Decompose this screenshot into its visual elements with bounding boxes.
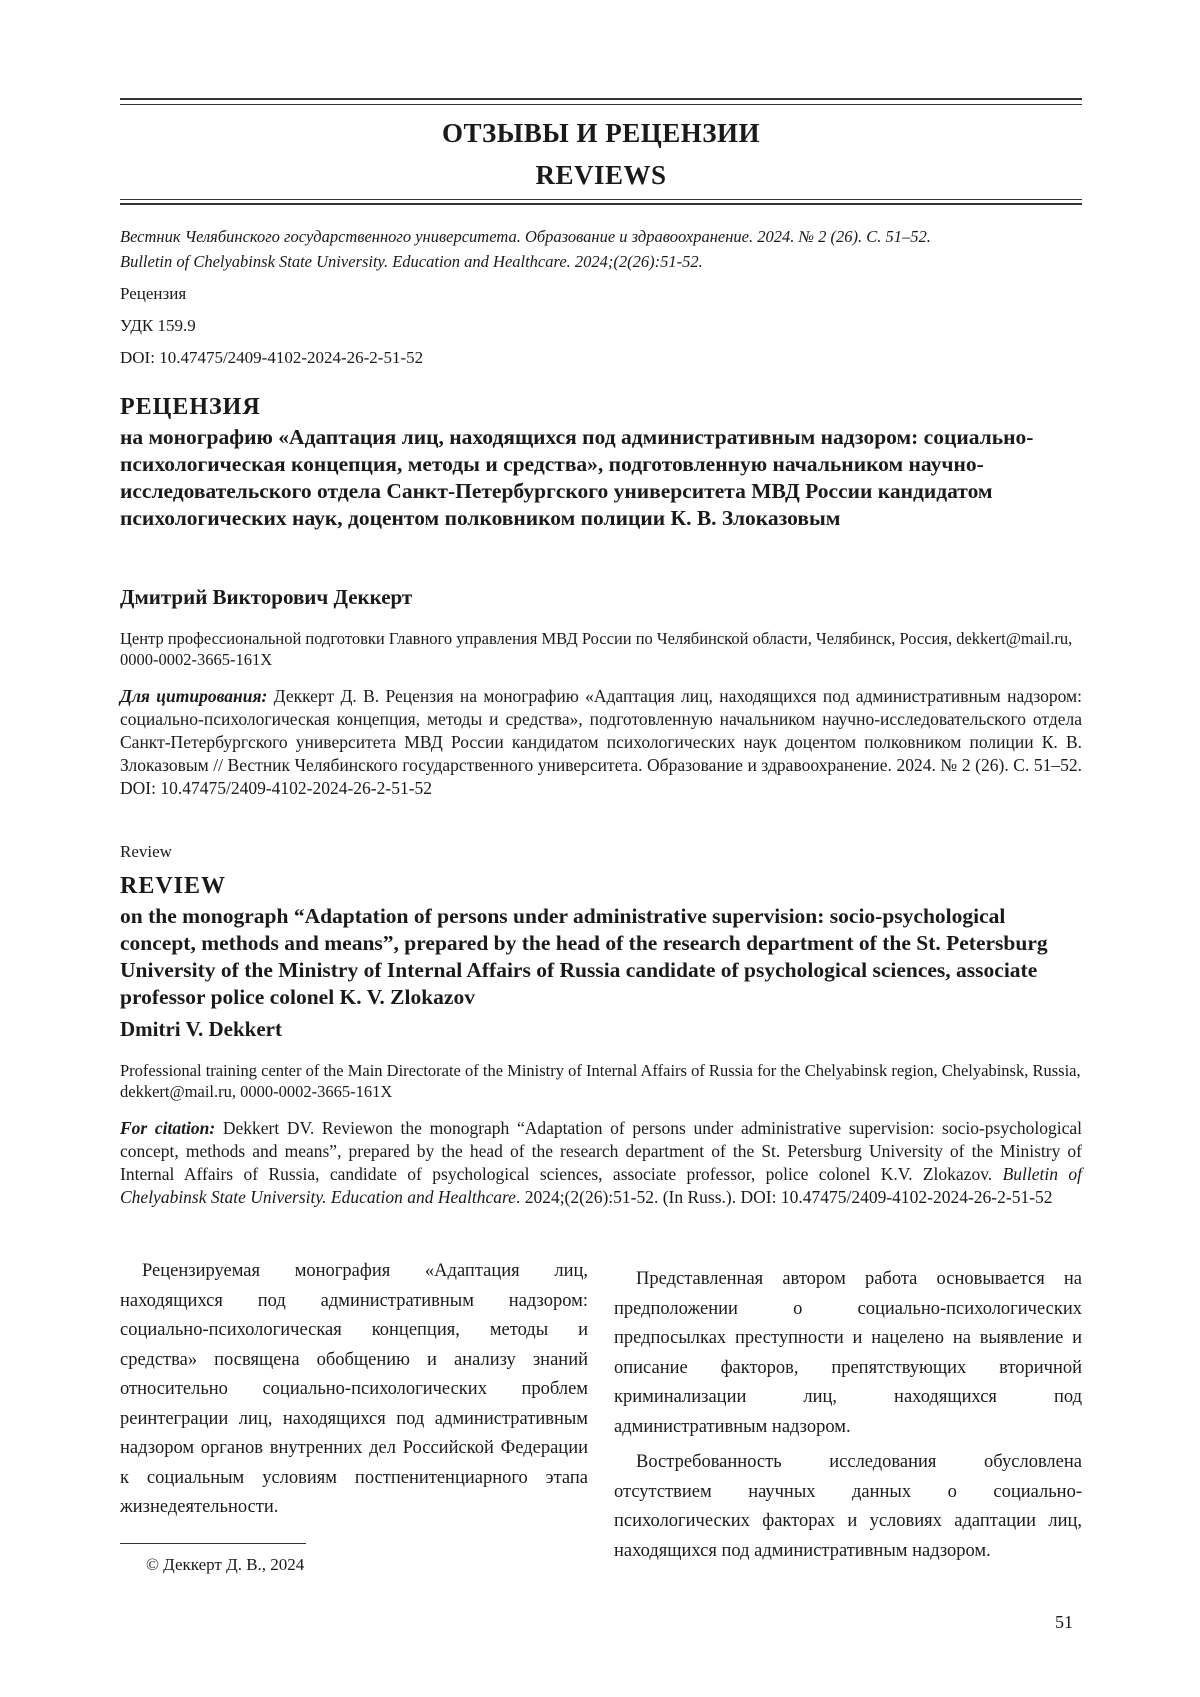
page-number: 51 <box>1055 1612 1073 1632</box>
body-left-column <box>120 1257 588 1523</box>
journal-line-ru: Вестник Челябинского государственного университета. Образование и здравоохранение. 2024. № 2 (26). С. 51–52. <box>120 227 931 246</box>
article-type-en: Review <box>120 842 172 861</box>
section-title-ru: ОТЗЫВЫ И РЕЦЕНЗИИ <box>441 118 761 148</box>
en-subtitle: on the monograph “Adaptation of persons under administrative supervision: socio-psychological concept, methods and means”, prepared by the head of the research department of the St. Petersburg University of the Ministry of Internal Affairs of Russia candidate of psychological sciences, associate professor police colonel K. V. Zlokazov <box>120 904 1048 1009</box>
journal-line-en: Bulletin of Chelyabinsk State University. Education and Healthcare. 2024;(2(26):51-52. <box>120 252 703 271</box>
ru-author: Дмитрий Викторович Деккерт <box>120 585 413 609</box>
ru-citation <box>120 685 1082 800</box>
footnote-rule <box>120 1543 306 1544</box>
doi: DOI: 10.47475/2409-4102-2024-26-2-51-52 <box>120 348 424 367</box>
footnote-copyright: © Деккерт Д. В., 2024 <box>146 1555 305 1574</box>
en-citation-label: For citation: <box>120 1118 216 1138</box>
header-rule-bottom-1 <box>120 199 1082 200</box>
body-right-paragraph-2: Востребованность исследования обусловлена отсутствием научных данных о социально-психологических факторах и условиях адаптации лиц, находящихся под административным надзором. <box>614 1452 1082 1561</box>
header-rule-bottom-2 <box>120 203 1082 205</box>
article-type-ru: Рецензия <box>120 284 187 303</box>
body-left-paragraph-1: Рецензируемая монография «Адаптация лиц, находящихся под административным надзором: социально-психологическая концепция, методы и средства» посвящена обобщению и анализу знаний относительно социально-психологических проблем реинтеграции лиц, находящихся под административным надзором органов внутренних дел Российской Федерации к социальным условиям постпенитенциарного этапа жизнедеятельности. <box>120 1261 588 1517</box>
en-citation <box>120 1117 1082 1209</box>
en-heading: REVIEW <box>120 873 227 899</box>
ru-citation-text: Деккерт Д. В. Рецензия на монографию «Адаптация лиц, находящихся под административным надзором: социально-психологическая концепция, методы и средства», подготовленную начальником научно-исследовательского отдела Санкт-Петербургского университета МВД России кандидатом психологических наук доцентом полковником полиции К. В. Злоказовым // Вестник Челябинского государственного университета. Образование и здравоохранение. 2024. № 2 (26). С. 51–52. DOI: 10.47475/2409-4102-2024-26-2-51-52 <box>120 686 1082 798</box>
en-citation-pre: Dekkert DV. Reviewon the monograph “Adaptation of persons under administrative supervision: socio-psychological concept, methods and means”, prepared by the head of the research department of the St. Petersburg University of the Ministry of Internal Affairs of Russia, candidate of psychological sciences, associate professor, police colonel K.V. Zlokazov. <box>120 1118 1082 1184</box>
section-title-en: REVIEWS <box>535 160 667 190</box>
ru-affiliation: Центр профессиональной подготовки Главного управления МВД России по Челябинской области, Челябинск, Россия, dekkert@mail.ru, 0000-0002-3665-161X <box>120 629 1073 669</box>
body-right-paragraph-1: Представленная автором работа основывается на предположении о социально-психологических предпосылках преступности и нацелено на выявление и описание факторов, препятствующих вторичной криминализации лиц, находящихся под административным надзором. <box>614 1269 1082 1437</box>
body-right-column <box>614 1265 1082 1566</box>
en-author: Dmitri V. Dekkert <box>120 1017 282 1041</box>
header-rule-top-2 <box>120 104 1082 105</box>
en-citation-journal: Bulletin of Chelyabinsk State University. Education and Healthcare <box>120 1164 1082 1207</box>
ru-subtitle: на монографию «Адаптация лиц, находящихся под административным надзором: социально-психологическая концепция, методы и средства», подготовленную начальником научно-исследовательского отдела Санкт-Петербургского университета МВД России кандидатом психологических наук, доцентом полковником полиции К. В. Злоказовым <box>120 425 1034 530</box>
en-citation-post: . 2024;(2(26):51-52. (In Russ.). DOI: 10.47475/2409-4102-2024-26-2-51-52 <box>515 1187 1053 1207</box>
header-rule-top-1 <box>120 98 1082 100</box>
ru-citation-label: Для цитирования: <box>120 686 268 706</box>
en-affiliation: Professional training center of the Main Directorate of the Ministry of Internal Affairs of Russia for the Chelyabinsk region, Chelyabinsk, Russia, dekkert@mail.ru, 0000-0002-3665-161X <box>120 1061 1081 1101</box>
udk: УДК 159.9 <box>120 316 196 335</box>
ru-heading: РЕЦЕНЗИЯ <box>120 394 261 420</box>
